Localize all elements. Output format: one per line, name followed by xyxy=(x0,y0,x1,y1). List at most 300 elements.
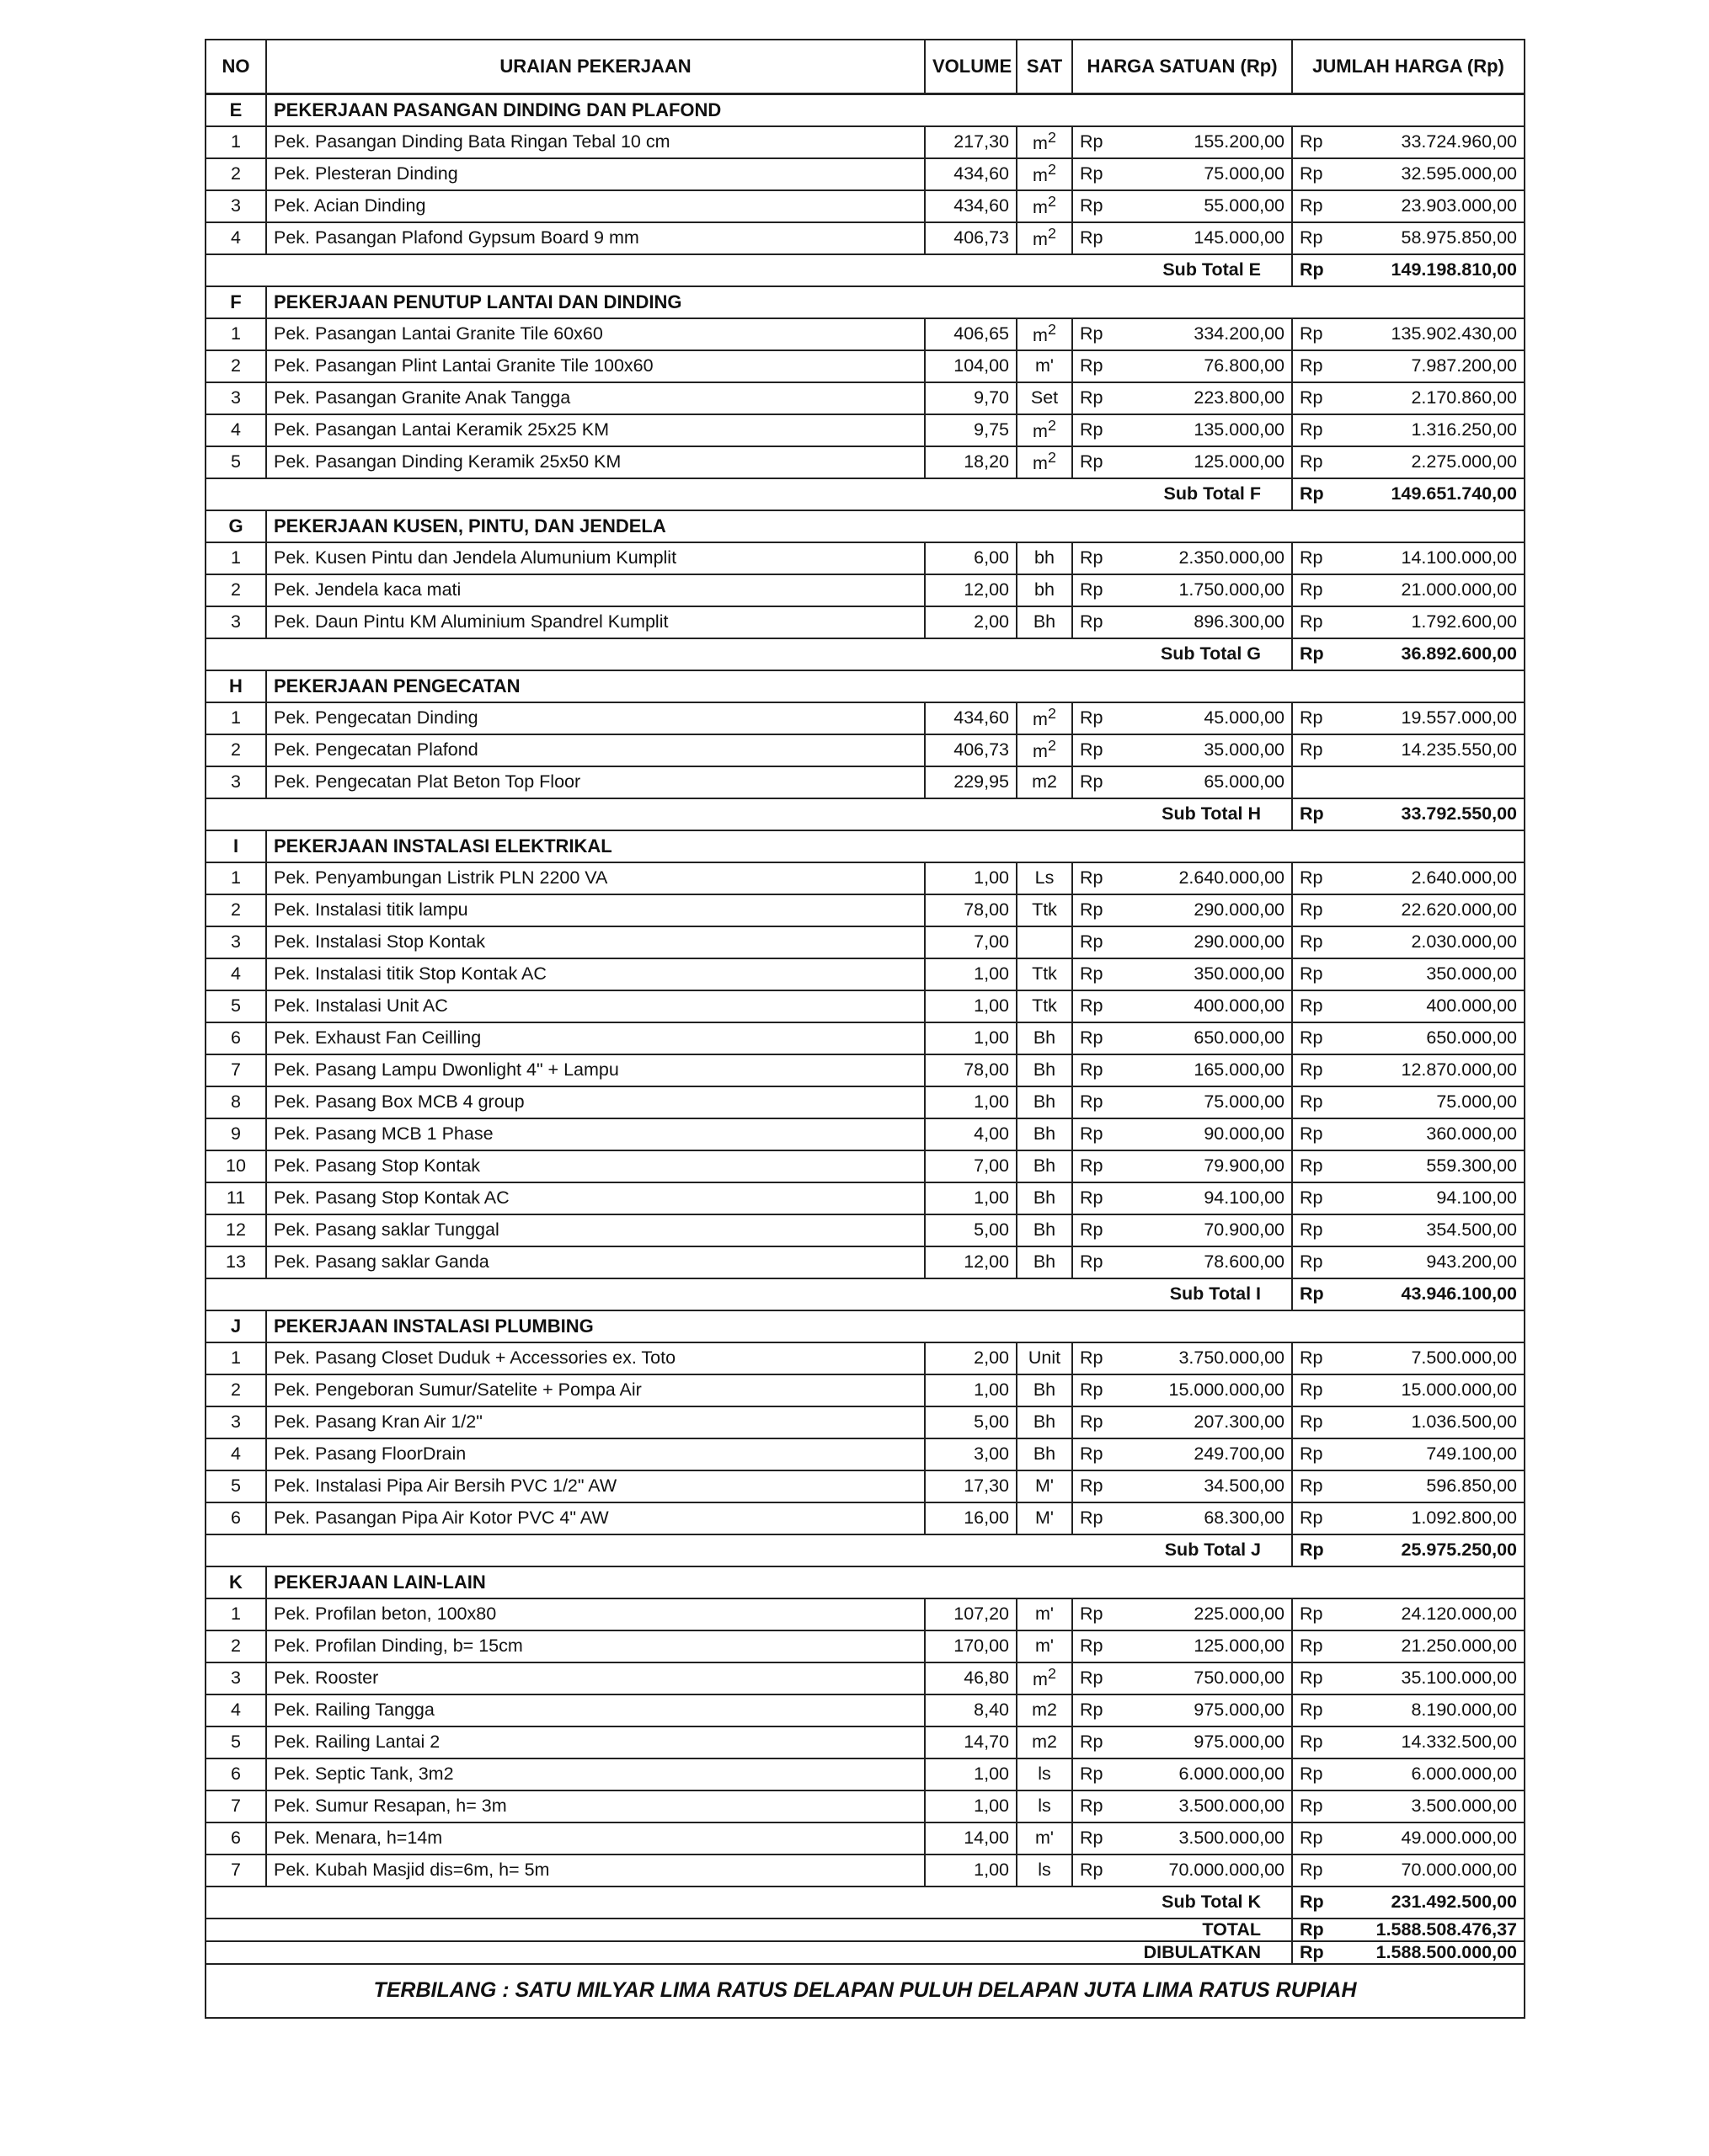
item-volume: 9,75 xyxy=(925,414,1017,446)
item-unit: m2 xyxy=(1017,1726,1072,1758)
item-no: 9 xyxy=(206,1118,266,1150)
item-total-currency: Rp xyxy=(1292,606,1338,638)
item-total-currency: Rp xyxy=(1292,382,1338,414)
unit-exponent: 2 xyxy=(1047,705,1056,723)
item-unit xyxy=(1017,318,1072,350)
item-price-currency: Rp xyxy=(1072,574,1130,606)
item-description: Pek. Pasangan Dinding Bata Ringan Tebal 10 cm xyxy=(266,126,925,158)
item-volume: 217,30 xyxy=(925,126,1017,158)
item-total: 49.000.000,00 xyxy=(1338,1822,1525,1854)
item-description: Pek. Jendela kaca mati xyxy=(266,574,925,606)
item-row xyxy=(206,350,1525,382)
item-unit-price: 334.200,00 xyxy=(1130,318,1292,350)
unit-base: m xyxy=(1033,229,1048,250)
item-no: 2 xyxy=(206,574,266,606)
item-price-currency: Rp xyxy=(1072,1054,1130,1086)
item-total: 943.200,00 xyxy=(1338,1246,1525,1278)
item-no: 7 xyxy=(206,1854,266,1886)
item-total: 135.902.430,00 xyxy=(1338,318,1525,350)
item-volume: 5,00 xyxy=(925,1406,1017,1438)
item-unit-price: 35.000,00 xyxy=(1130,734,1292,766)
total-label: TOTAL xyxy=(206,1919,1292,1941)
item-total: 14.235.550,00 xyxy=(1338,734,1525,766)
item-price-currency: Rp xyxy=(1072,158,1130,190)
item-unit-price: 165.000,00 xyxy=(1130,1054,1292,1086)
item-unit-price: 6.000.000,00 xyxy=(1130,1758,1292,1790)
item-total-currency: Rp xyxy=(1292,1150,1338,1182)
terbilang-row xyxy=(206,1964,1525,2018)
item-total: 33.724.960,00 xyxy=(1338,126,1525,158)
section-code: E xyxy=(206,94,266,126)
item-total-currency: Rp xyxy=(1292,222,1338,254)
item-total: 7.987.200,00 xyxy=(1338,350,1525,382)
item-unit xyxy=(1017,734,1072,766)
item-price-currency: Rp xyxy=(1072,1438,1130,1470)
item-total: 12.870.000,00 xyxy=(1338,1054,1525,1086)
header-harga-satuan: HARGA SATUAN (Rp) xyxy=(1072,40,1292,94)
item-unit-price: 3.500.000,00 xyxy=(1130,1790,1292,1822)
subtotal-value: 33.792.550,00 xyxy=(1338,798,1525,830)
item-no: 13 xyxy=(206,1246,266,1278)
item-volume: 14,70 xyxy=(925,1726,1017,1758)
item-no: 4 xyxy=(206,1438,266,1470)
item-row xyxy=(206,1854,1525,1886)
item-unit: m' xyxy=(1017,350,1072,382)
item-no: 4 xyxy=(206,1694,266,1726)
item-volume: 14,00 xyxy=(925,1822,1017,1854)
item-total-currency: Rp xyxy=(1292,1182,1338,1214)
item-description: Pek. Menara, h=14m xyxy=(266,1822,925,1854)
item-total: 21.000.000,00 xyxy=(1338,574,1525,606)
item-unit-price: 70.000.000,00 xyxy=(1130,1854,1292,1886)
section-code: G xyxy=(206,510,266,542)
item-description: Pek. Railing Lantai 2 xyxy=(266,1726,925,1758)
item-row xyxy=(206,958,1525,990)
item-price-currency: Rp xyxy=(1072,1214,1130,1246)
header-uraian: URAIAN PEKERJAAN xyxy=(266,40,925,94)
item-row xyxy=(206,542,1525,574)
unit-base: m xyxy=(1033,197,1048,218)
item-description: Pek. Instalasi Pipa Air Bersih PVC 1/2" AW xyxy=(266,1470,925,1502)
item-unit: Bh xyxy=(1017,1022,1072,1054)
item-unit-price: 65.000,00 xyxy=(1130,766,1292,798)
item-description: Pek. Pasang saklar Tunggal xyxy=(266,1214,925,1246)
item-description: Pek. Instalasi titik lampu xyxy=(266,894,925,926)
item-unit: Bh xyxy=(1017,1150,1072,1182)
item-unit xyxy=(1017,414,1072,446)
item-description: Pek. Instalasi titik Stop Kontak AC xyxy=(266,958,925,990)
item-total: 19.557.000,00 xyxy=(1338,702,1525,734)
item-row xyxy=(206,1182,1525,1214)
item-total-currency: Rp xyxy=(1292,350,1338,382)
item-price-currency: Rp xyxy=(1072,542,1130,574)
item-total-currency: Rp xyxy=(1292,574,1338,606)
unit-base: m xyxy=(1033,325,1048,346)
item-no: 6 xyxy=(206,1822,266,1854)
item-row xyxy=(206,1118,1525,1150)
item-no: 3 xyxy=(206,926,266,958)
item-unit-price: 350.000,00 xyxy=(1130,958,1292,990)
subtotal-currency: Rp xyxy=(1292,254,1338,286)
section-header-row xyxy=(206,1310,1525,1342)
item-description: Pek. Pasangan Plint Lantai Granite Tile 100x60 xyxy=(266,350,925,382)
item-volume: 2,00 xyxy=(925,1342,1017,1374)
item-volume: 7,00 xyxy=(925,926,1017,958)
header-sat: SAT xyxy=(1017,40,1072,94)
item-total: 559.300,00 xyxy=(1338,1150,1525,1182)
item-price-currency: Rp xyxy=(1072,1822,1130,1854)
terbilang-text: TERBILANG : SATU MILYAR LIMA RATUS DELAPAN PULUH DELAPAN JUTA LIMA RATUS RUPIAH xyxy=(206,1964,1525,2018)
item-description: Pek. Acian Dinding xyxy=(266,190,925,222)
item-unit-price: 225.000,00 xyxy=(1130,1598,1292,1630)
item-total: 75.000,00 xyxy=(1338,1086,1525,1118)
item-no: 4 xyxy=(206,222,266,254)
item-total-currency: Rp xyxy=(1292,926,1338,958)
item-no: 5 xyxy=(206,446,266,478)
item-no: 12 xyxy=(206,1214,266,1246)
item-volume: 18,20 xyxy=(925,446,1017,478)
item-row xyxy=(206,1822,1525,1854)
item-unit-price: 94.100,00 xyxy=(1130,1182,1292,1214)
item-total-currency: Rp xyxy=(1292,318,1338,350)
item-row xyxy=(206,1790,1525,1822)
item-total-currency: Rp xyxy=(1292,990,1338,1022)
item-volume: 1,00 xyxy=(925,1790,1017,1822)
subtotal-label: Sub Total E xyxy=(206,254,1292,286)
item-total: 2.275.000,00 xyxy=(1338,446,1525,478)
item-description: Pek. Profilan beton, 100x80 xyxy=(266,1598,925,1630)
subtotal-row xyxy=(206,478,1525,510)
subtotal-label: Sub Total K xyxy=(206,1886,1292,1919)
item-price-currency: Rp xyxy=(1072,1726,1130,1758)
item-unit: Bh xyxy=(1017,1246,1072,1278)
item-volume: 1,00 xyxy=(925,1022,1017,1054)
item-volume: 78,00 xyxy=(925,894,1017,926)
item-price-currency: Rp xyxy=(1072,1598,1130,1630)
item-row xyxy=(206,1246,1525,1278)
item-description: Pek. Pengecatan Plafond xyxy=(266,734,925,766)
item-description: Pek. Profilan Dinding, b= 15cm xyxy=(266,1630,925,1662)
item-price-currency: Rp xyxy=(1072,414,1130,446)
item-volume: 6,00 xyxy=(925,542,1017,574)
item-row xyxy=(206,926,1525,958)
item-total: 22.620.000,00 xyxy=(1338,894,1525,926)
item-unit-price: 75.000,00 xyxy=(1130,1086,1292,1118)
item-unit: m' xyxy=(1017,1630,1072,1662)
item-unit-price: 125.000,00 xyxy=(1130,446,1292,478)
item-volume: 9,70 xyxy=(925,382,1017,414)
item-no: 1 xyxy=(206,862,266,894)
item-volume: 2,00 xyxy=(925,606,1017,638)
item-description: Pek. Instalasi Stop Kontak xyxy=(266,926,925,958)
item-total: 24.120.000,00 xyxy=(1338,1598,1525,1630)
unit-exponent: 2 xyxy=(1047,129,1056,147)
item-total-currency: Rp xyxy=(1292,126,1338,158)
item-total-currency: Rp xyxy=(1292,1662,1338,1694)
item-description: Pek. Pasang Stop Kontak AC xyxy=(266,1182,925,1214)
item-total-currency: Rp xyxy=(1292,958,1338,990)
item-unit-price: 975.000,00 xyxy=(1130,1726,1292,1758)
item-no: 5 xyxy=(206,990,266,1022)
item-volume: 1,00 xyxy=(925,1182,1017,1214)
item-unit-price: 78.600,00 xyxy=(1130,1246,1292,1278)
rab-document xyxy=(205,39,1524,2019)
item-price-currency: Rp xyxy=(1072,1662,1130,1694)
item-price-currency: Rp xyxy=(1072,1150,1130,1182)
item-description: Pek. Pasang Lampu Dwonlight 4" + Lampu xyxy=(266,1054,925,1086)
item-row xyxy=(206,190,1525,222)
item-description: Pek. Pasang FloorDrain xyxy=(266,1438,925,1470)
item-unit-price: 34.500,00 xyxy=(1130,1470,1292,1502)
item-unit: Bh xyxy=(1017,1374,1072,1406)
item-price-currency: Rp xyxy=(1072,894,1130,926)
item-volume: 12,00 xyxy=(925,574,1017,606)
item-volume: 406,65 xyxy=(925,318,1017,350)
item-description: Pek. Sumur Resapan, h= 3m xyxy=(266,1790,925,1822)
item-no: 6 xyxy=(206,1758,266,1790)
item-volume: 170,00 xyxy=(925,1630,1017,1662)
unit-base: m xyxy=(1033,741,1048,762)
item-unit: ls xyxy=(1017,1854,1072,1886)
item-row xyxy=(206,606,1525,638)
item-unit-price: 75.000,00 xyxy=(1130,158,1292,190)
unit-exponent: 2 xyxy=(1047,161,1056,179)
item-row xyxy=(206,318,1525,350)
subtotal-label: Sub Total F xyxy=(206,478,1292,510)
item-total: 3.500.000,00 xyxy=(1338,1790,1525,1822)
item-total-currency: Rp xyxy=(1292,1630,1338,1662)
item-description: Pek. Penyambungan Listrik PLN 2200 VA xyxy=(266,862,925,894)
section-code: H xyxy=(206,670,266,702)
item-total-currency: Rp xyxy=(1292,1406,1338,1438)
item-no: 6 xyxy=(206,1502,266,1534)
item-unit: Ls xyxy=(1017,862,1072,894)
item-total: 70.000.000,00 xyxy=(1338,1854,1525,1886)
item-unit-price: 249.700,00 xyxy=(1130,1438,1292,1470)
item-volume: 107,20 xyxy=(925,1598,1017,1630)
item-no: 8 xyxy=(206,1086,266,1118)
item-total-currency: Rp xyxy=(1292,158,1338,190)
section-header-row xyxy=(206,670,1525,702)
item-no: 3 xyxy=(206,1662,266,1694)
item-price-currency: Rp xyxy=(1072,1246,1130,1278)
item-description: Pek. Septic Tank, 3m2 xyxy=(266,1758,925,1790)
unit-exponent: 2 xyxy=(1047,737,1056,755)
item-volume: 104,00 xyxy=(925,350,1017,382)
subtotal-currency: Rp xyxy=(1292,798,1338,830)
item-total xyxy=(1338,766,1525,798)
subtotal-row xyxy=(206,638,1525,670)
item-no: 1 xyxy=(206,1342,266,1374)
item-unit: Bh xyxy=(1017,606,1072,638)
item-price-currency: Rp xyxy=(1072,1182,1130,1214)
item-price-currency: Rp xyxy=(1072,1630,1130,1662)
item-description: Pek. Pasang Stop Kontak xyxy=(266,1150,925,1182)
item-total: 35.100.000,00 xyxy=(1338,1662,1525,1694)
item-no: 3 xyxy=(206,606,266,638)
item-unit xyxy=(1017,926,1072,958)
item-unit: Unit xyxy=(1017,1342,1072,1374)
item-row xyxy=(206,1726,1525,1758)
item-total-currency: Rp xyxy=(1292,1086,1338,1118)
item-price-currency: Rp xyxy=(1072,606,1130,638)
section-title: PEKERJAAN INSTALASI PLUMBING xyxy=(266,1310,1525,1342)
item-price-currency: Rp xyxy=(1072,1406,1130,1438)
item-price-currency: Rp xyxy=(1072,446,1130,478)
item-row xyxy=(206,446,1525,478)
item-description: Pek. Pasangan Lantai Granite Tile 60x60 xyxy=(266,318,925,350)
item-total: 1.092.800,00 xyxy=(1338,1502,1525,1534)
item-unit-price: 79.900,00 xyxy=(1130,1150,1292,1182)
item-description: Pek. Pasang MCB 1 Phase xyxy=(266,1118,925,1150)
section-title: PEKERJAAN PASANGAN DINDING DAN PLAFOND xyxy=(266,94,1525,126)
item-total: 7.500.000,00 xyxy=(1338,1342,1525,1374)
item-total: 360.000,00 xyxy=(1338,1118,1525,1150)
subtotal-currency: Rp xyxy=(1292,1886,1338,1919)
item-total-currency: Rp xyxy=(1292,1854,1338,1886)
subtotal-row xyxy=(206,1886,1525,1919)
item-description: Pek. Pengeboran Sumur/Satelite + Pompa Air xyxy=(266,1374,925,1406)
item-total-currency: Rp xyxy=(1292,1438,1338,1470)
item-unit xyxy=(1017,190,1072,222)
item-volume: 7,00 xyxy=(925,1150,1017,1182)
item-total-currency: Rp xyxy=(1292,894,1338,926)
item-no: 4 xyxy=(206,414,266,446)
item-total: 23.903.000,00 xyxy=(1338,190,1525,222)
rounded-label: DIBULATKAN xyxy=(206,1941,1292,1964)
item-total-currency xyxy=(1292,766,1338,798)
item-price-currency: Rp xyxy=(1072,382,1130,414)
item-no: 3 xyxy=(206,190,266,222)
item-no: 10 xyxy=(206,1150,266,1182)
item-unit: Bh xyxy=(1017,1214,1072,1246)
subtotal-value: 36.892.600,00 xyxy=(1338,638,1525,670)
item-no: 1 xyxy=(206,1598,266,1630)
item-unit-price: 400.000,00 xyxy=(1130,990,1292,1022)
item-total-currency: Rp xyxy=(1292,542,1338,574)
item-unit: Bh xyxy=(1017,1182,1072,1214)
item-unit-price: 45.000,00 xyxy=(1130,702,1292,734)
item-unit xyxy=(1017,158,1072,190)
item-total: 32.595.000,00 xyxy=(1338,158,1525,190)
item-unit-price: 125.000,00 xyxy=(1130,1630,1292,1662)
item-total-currency: Rp xyxy=(1292,1598,1338,1630)
item-volume: 406,73 xyxy=(925,734,1017,766)
item-unit-price: 3.750.000,00 xyxy=(1130,1342,1292,1374)
item-volume: 3,00 xyxy=(925,1438,1017,1470)
item-row xyxy=(206,1374,1525,1406)
item-price-currency: Rp xyxy=(1072,702,1130,734)
item-unit-price: 145.000,00 xyxy=(1130,222,1292,254)
item-row xyxy=(206,382,1525,414)
rounded-currency: Rp xyxy=(1292,1941,1338,1964)
item-volume: 1,00 xyxy=(925,1854,1017,1886)
item-row xyxy=(206,1630,1525,1662)
item-total: 8.190.000,00 xyxy=(1338,1694,1525,1726)
item-description: Pek. Pasang Closet Duduk + Accessories ex. Toto xyxy=(266,1342,925,1374)
rounded-row xyxy=(206,1941,1525,1964)
item-unit: m2 xyxy=(1017,1694,1072,1726)
item-no: 5 xyxy=(206,1470,266,1502)
item-price-currency: Rp xyxy=(1072,126,1130,158)
section-header-row xyxy=(206,94,1525,126)
item-total: 1.036.500,00 xyxy=(1338,1406,1525,1438)
item-total-currency: Rp xyxy=(1292,1246,1338,1278)
subtotal-label: Sub Total G xyxy=(206,638,1292,670)
section-title: PEKERJAAN PENGECATAN xyxy=(266,670,1525,702)
item-price-currency: Rp xyxy=(1072,1790,1130,1822)
subtotal-value: 149.198.810,00 xyxy=(1338,254,1525,286)
item-row xyxy=(206,1470,1525,1502)
item-price-currency: Rp xyxy=(1072,1694,1130,1726)
item-total: 350.000,00 xyxy=(1338,958,1525,990)
item-unit-price: 975.000,00 xyxy=(1130,1694,1292,1726)
item-description: Pek. Pasang Kran Air 1/2" xyxy=(266,1406,925,1438)
item-price-currency: Rp xyxy=(1072,190,1130,222)
item-price-currency: Rp xyxy=(1072,990,1130,1022)
subtotal-row xyxy=(206,254,1525,286)
item-unit-price: 2.640.000,00 xyxy=(1130,862,1292,894)
item-price-currency: Rp xyxy=(1072,222,1130,254)
item-row xyxy=(206,1054,1525,1086)
item-volume: 4,00 xyxy=(925,1118,1017,1150)
item-unit-price: 896.300,00 xyxy=(1130,606,1292,638)
section-header-row xyxy=(206,286,1525,318)
section-header-row xyxy=(206,1566,1525,1598)
item-row xyxy=(206,126,1525,158)
item-no: 1 xyxy=(206,702,266,734)
item-no: 1 xyxy=(206,318,266,350)
header-volume: VOLUME xyxy=(925,40,1017,94)
unit-base: m xyxy=(1033,165,1048,186)
item-description: Pek. Daun Pintu KM Aluminium Spandrel Kumplit xyxy=(266,606,925,638)
item-unit: M' xyxy=(1017,1470,1072,1502)
item-price-currency: Rp xyxy=(1072,1118,1130,1150)
item-total-currency: Rp xyxy=(1292,702,1338,734)
item-no: 3 xyxy=(206,766,266,798)
item-row xyxy=(206,574,1525,606)
item-volume: 5,00 xyxy=(925,1214,1017,1246)
item-no: 7 xyxy=(206,1790,266,1822)
item-no: 3 xyxy=(206,382,266,414)
item-total: 1.316.250,00 xyxy=(1338,414,1525,446)
item-unit: Ttk xyxy=(1017,894,1072,926)
total-row xyxy=(206,1919,1525,1941)
item-total: 1.792.600,00 xyxy=(1338,606,1525,638)
item-price-currency: Rp xyxy=(1072,1022,1130,1054)
item-total-currency: Rp xyxy=(1292,1374,1338,1406)
item-unit-price: 155.200,00 xyxy=(1130,126,1292,158)
item-unit: Bh xyxy=(1017,1086,1072,1118)
item-total: 2.640.000,00 xyxy=(1338,862,1525,894)
item-unit: ls xyxy=(1017,1758,1072,1790)
item-row xyxy=(206,1694,1525,1726)
subtotal-label: Sub Total H xyxy=(206,798,1292,830)
item-row xyxy=(206,222,1525,254)
item-price-currency: Rp xyxy=(1072,958,1130,990)
subtotal-label: Sub Total I xyxy=(206,1278,1292,1310)
item-volume: 229,95 xyxy=(925,766,1017,798)
item-total-currency: Rp xyxy=(1292,734,1338,766)
item-unit: Bh xyxy=(1017,1118,1072,1150)
unit-exponent: 2 xyxy=(1047,417,1056,435)
item-unit xyxy=(1017,222,1072,254)
subtotal-currency: Rp xyxy=(1292,1534,1338,1566)
item-unit: M' xyxy=(1017,1502,1072,1534)
item-volume: 46,80 xyxy=(925,1662,1017,1694)
subtotal-value: 149.651.740,00 xyxy=(1338,478,1525,510)
item-total: 2.030.000,00 xyxy=(1338,926,1525,958)
